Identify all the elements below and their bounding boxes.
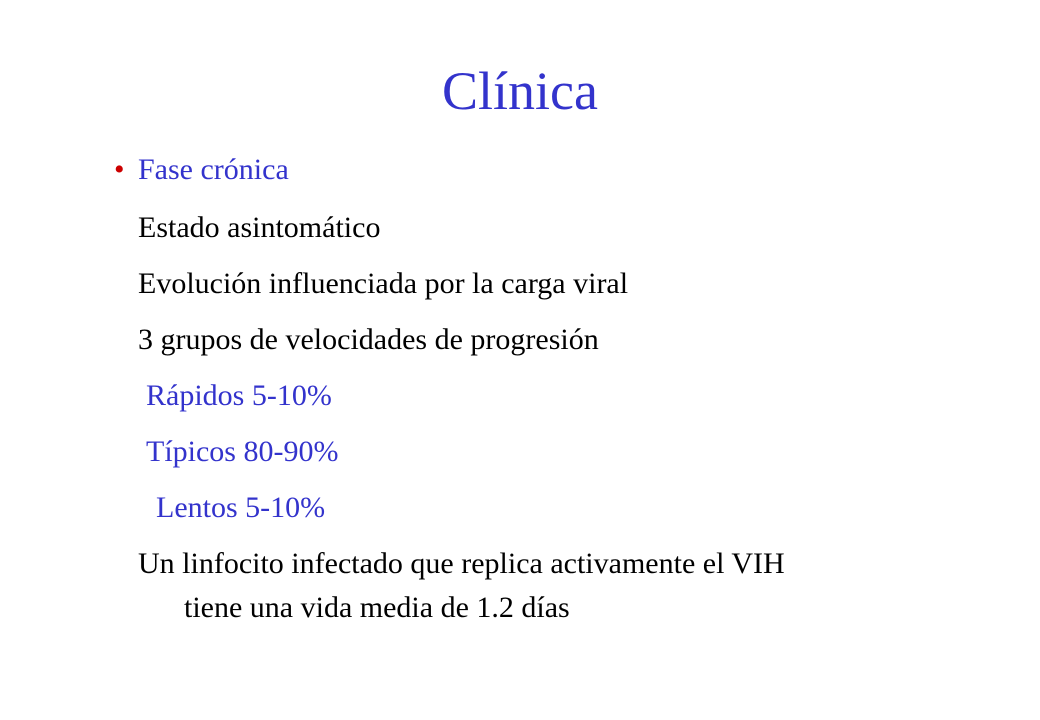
groups-line: 3 grupos de velocidades de progresión	[138, 323, 599, 356]
lymphocyte-line: Un linfocito infectado que replica activamente el VIH	[138, 547, 785, 580]
bullet-icon: •	[114, 153, 125, 186]
typical-group-line: Típicos 80-90%	[146, 435, 339, 468]
phase-heading: Fase crónica	[138, 153, 289, 186]
slide-title: Clínica	[442, 61, 598, 121]
rapid-group-line: Rápidos 5-10%	[146, 379, 332, 412]
slow-group-line: Lentos 5-10%	[156, 491, 326, 524]
evolution-line: Evolución influenciada por la carga viral	[138, 267, 629, 300]
lymphocyte-line-continued: tiene una vida media de 1.2 días	[184, 591, 570, 624]
state-line: Estado asintomático	[138, 211, 381, 244]
